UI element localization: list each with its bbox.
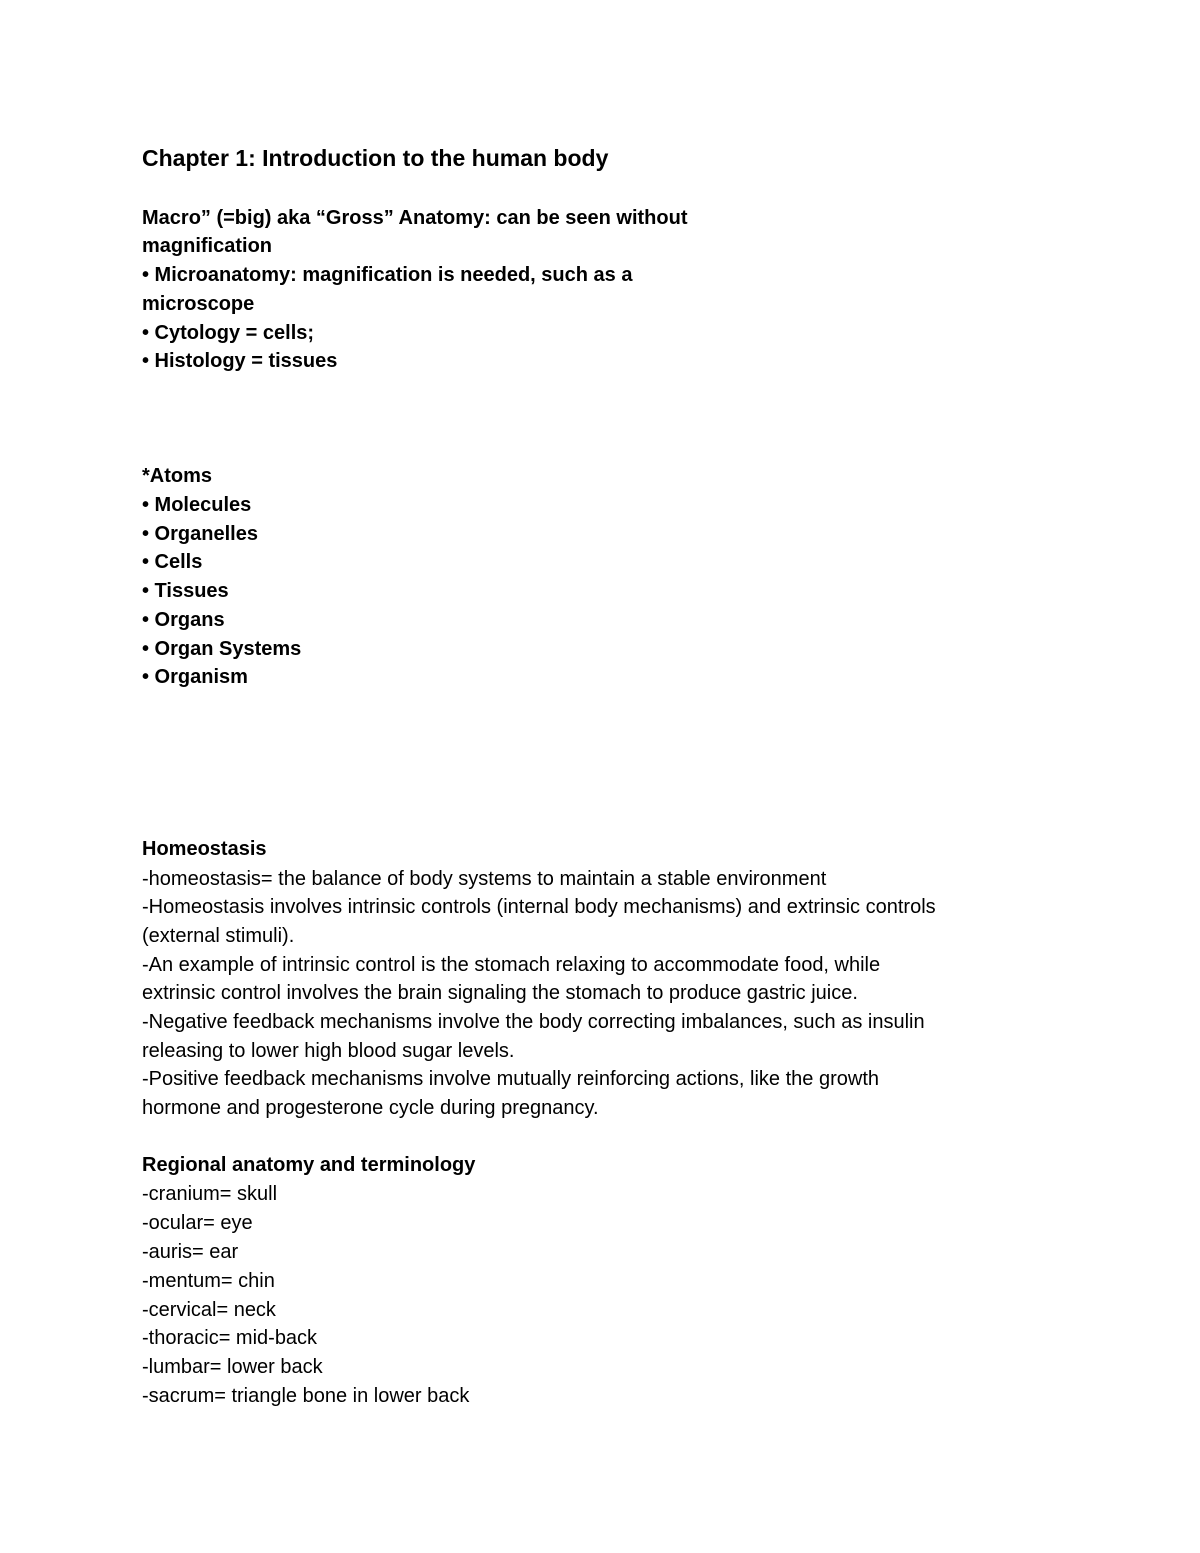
anatomy-intro-line: • Microanatomy: magnification is needed, such as a: [142, 264, 633, 286]
regional-term: -cervical= neck: [142, 1299, 276, 1321]
regional-term: -ocular= eye: [142, 1212, 253, 1234]
levels-list-item: • Molecules: [142, 494, 252, 516]
regional-term: -mentum= chin: [142, 1270, 275, 1292]
anatomy-intro-line: • Cytology = cells;: [142, 322, 315, 344]
regional-term: -thoracic= mid-back: [142, 1327, 318, 1349]
homeostasis-line: -Negative feedback mechanisms involve the body correcting imbalances, such as insulin: [142, 1011, 925, 1033]
anatomy-intro-line: magnification: [142, 235, 273, 257]
homeostasis-line: (external stimuli).: [142, 925, 295, 947]
anatomy-intro-line: microscope: [142, 293, 255, 315]
homeostasis-heading: Homeostasis: [142, 838, 267, 860]
levels-list-item: • Cells: [142, 551, 203, 573]
homeostasis-line: -An example of intrinsic control is the stomach relaxing to accommodate food, while: [142, 954, 881, 976]
homeostasis-line: extrinsic control involves the brain signaling the stomach to produce gastric juice.: [142, 982, 858, 1004]
homeostasis-line: -Positive feedback mechanisms involve mutually reinforcing actions, like the growth: [142, 1068, 880, 1090]
regional-heading: Regional anatomy and terminology: [142, 1154, 476, 1176]
levels-list-item: • Organism: [142, 666, 248, 688]
homeostasis-line: hormone and progesterone cycle during pregnancy.: [142, 1097, 599, 1119]
regional-term: -auris= ear: [142, 1241, 239, 1263]
regional-term: -cranium= skull: [142, 1183, 278, 1205]
regional-term: -sacrum= triangle bone in lower back: [142, 1385, 470, 1407]
levels-list-item: • Organ Systems: [142, 638, 302, 660]
homeostasis-line: -homeostasis= the balance of body systems to maintain a stable environment: [142, 868, 827, 890]
homeostasis-line: -Homeostasis involves intrinsic controls (internal body mechanisms) and extrinsic controls: [142, 896, 936, 918]
levels-list-item: • Tissues: [142, 580, 229, 602]
homeostasis-line: releasing to lower high blood sugar levels.: [142, 1040, 515, 1062]
regional-term: -lumbar= lower back: [142, 1356, 323, 1378]
page-title: Chapter 1: Introduction to the human body: [142, 145, 609, 171]
levels-list-item: • Organelles: [142, 523, 258, 545]
anatomy-intro-line: Macro” (=big) aka “Gross” Anatomy: can be seen without: [142, 207, 688, 229]
levels-list-item: *Atoms: [142, 465, 213, 487]
levels-list-item: • Organs: [142, 609, 225, 631]
anatomy-intro-line: • Histology = tissues: [142, 350, 338, 372]
